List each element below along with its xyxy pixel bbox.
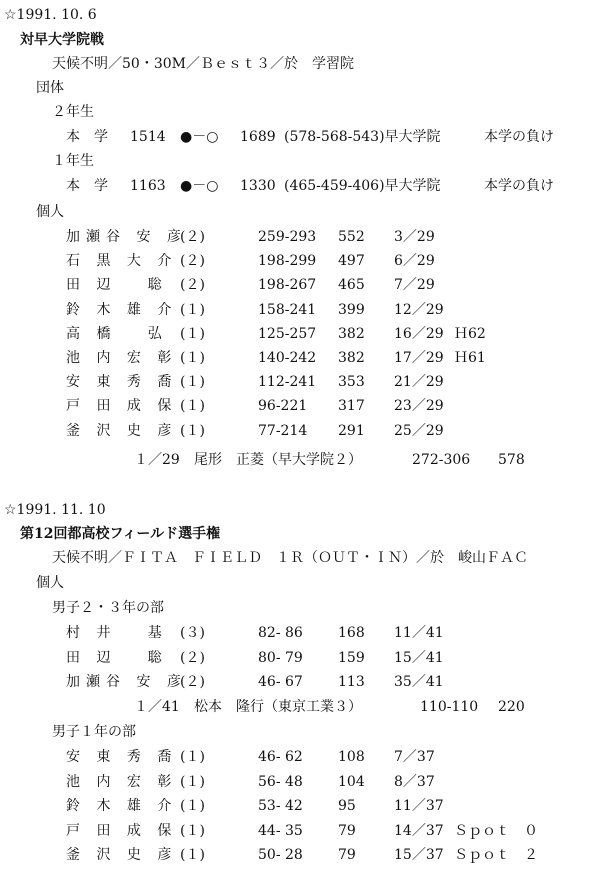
total-score: 95 xyxy=(338,798,356,814)
section-2-title: 第12回都高校フィールド選手権 xyxy=(20,526,221,542)
team-school: 本 学 xyxy=(66,129,108,145)
placing: 14／37 xyxy=(394,822,444,839)
table-row xyxy=(0,276,600,296)
winner-total: 578 xyxy=(498,452,525,468)
table-row xyxy=(0,673,600,693)
archer-name: 釜 沢 史 彦 xyxy=(66,847,178,863)
placing: 23／29 xyxy=(394,398,444,415)
total-score: 497 xyxy=(338,253,365,270)
total-score: 317 xyxy=(338,398,365,415)
placing: 15／41 xyxy=(394,649,444,666)
note: Ｓｐｏｔ ２ xyxy=(454,847,538,863)
placing: 15／37 xyxy=(394,847,444,863)
split-score: 50- 28 xyxy=(258,847,303,863)
section-1-date: ☆1991. 10. 6 xyxy=(4,7,97,23)
archer-name: 池 内 宏 彰 xyxy=(66,773,178,790)
winner-total: 220 xyxy=(498,699,525,715)
opponent-score: 1689 xyxy=(240,129,276,145)
placing: 12／29 xyxy=(394,301,444,318)
team-result: 本学の負け xyxy=(484,129,554,145)
placing: 25／29 xyxy=(394,422,444,439)
split-score: 53- 42 xyxy=(258,798,303,814)
archer-grade: (１) xyxy=(180,822,205,839)
archer-name: 田 辺 聡 xyxy=(66,649,168,666)
archer-grade: (１) xyxy=(180,422,205,439)
split-score: 198-299 xyxy=(258,253,317,270)
split-score: 125-257 xyxy=(258,325,317,342)
table-row xyxy=(0,228,600,248)
archer-name: 石 黒 大 介 xyxy=(66,253,178,270)
archer-name: 田 辺 聡 xyxy=(66,277,168,294)
table-row xyxy=(0,797,600,817)
table-row xyxy=(0,822,600,842)
split-score: 140-242 xyxy=(258,350,317,366)
placing: 21／29 xyxy=(394,374,444,391)
placing: 11／37 xyxy=(394,798,444,814)
archer-grade: (１) xyxy=(180,301,205,318)
win-loss-mark: ●－○ xyxy=(180,129,219,145)
total-score: 159 xyxy=(338,649,365,666)
opponent-score: 1330 xyxy=(240,178,276,194)
total-score: 353 xyxy=(338,374,365,391)
individual-label: 個人 xyxy=(36,204,64,220)
split-score: 82- 86 xyxy=(258,625,303,641)
archer-name: 戸 田 成 保 xyxy=(66,398,178,415)
group-label: 男子２・３年の部 xyxy=(52,600,164,616)
archer-grade: (１) xyxy=(180,773,205,790)
placing: 3／29 xyxy=(394,229,435,245)
team-result-row xyxy=(0,177,600,197)
team-school: 本 学 xyxy=(66,178,108,194)
total-score: 79 xyxy=(338,847,356,863)
table-row xyxy=(0,773,600,793)
placing: 7／29 xyxy=(394,277,435,294)
winner-rank: １／29 xyxy=(134,452,180,468)
table-row xyxy=(0,846,600,866)
team-label: 団体 xyxy=(36,80,64,96)
group-label: 男子１年の部 xyxy=(52,724,136,740)
table-row xyxy=(0,301,600,321)
opponent-detail: (465-459-406)早大学院 xyxy=(284,178,441,194)
archer-grade: (２) xyxy=(180,229,205,245)
split-score: 96-221 xyxy=(258,398,308,415)
section-1-conditions: 天候不明／50・30M／Ｂｅｓｔ３／於 学習院 xyxy=(52,56,354,72)
team-score: 1514 xyxy=(130,129,166,145)
split-score: 112-241 xyxy=(258,374,317,391)
table-row xyxy=(0,349,600,369)
table-row xyxy=(0,373,600,393)
archer-name: 村 井 基 xyxy=(66,625,168,641)
archer-name: 鈴 木 雄 介 xyxy=(66,798,178,814)
split-score: 56- 48 xyxy=(258,773,303,790)
total-score: 382 xyxy=(338,350,365,366)
archer-name: 戸 田 成 保 xyxy=(66,822,178,839)
team-result: 本学の負け xyxy=(484,178,554,194)
archer-grade: (１) xyxy=(180,749,205,765)
note: Ｓｐｏｔ ０ xyxy=(454,822,538,839)
split-score: 80- 79 xyxy=(258,649,303,666)
archer-name: 鈴 木 雄 介 xyxy=(66,301,178,318)
total-score: 168 xyxy=(338,625,365,641)
split-score: 44- 35 xyxy=(258,822,303,839)
team-grade: ２年生 xyxy=(52,104,94,120)
section-2-conditions: 天候不明／ＦＩＴＡ ＦＩＥＬＤ １Ｒ（ＯＵＴ・ＩＮ）／於 峻山ＦＡＣ xyxy=(52,550,528,566)
total-score: 382 xyxy=(338,325,365,342)
archer-name: 加瀬谷 安 彦 xyxy=(66,674,187,690)
table-row xyxy=(0,252,600,272)
placing: 16／29 xyxy=(394,325,444,342)
note: Ｈ62 xyxy=(454,325,486,342)
archer-grade: (１) xyxy=(180,325,205,342)
section-2-date: ☆1991. 11. 10 xyxy=(4,502,106,518)
archer-grade: (１) xyxy=(180,374,205,391)
winner-row xyxy=(0,451,600,471)
team-result-row xyxy=(0,128,600,148)
win-loss-mark: ●－○ xyxy=(180,178,219,194)
archer-name: 池 内 宏 彰 xyxy=(66,350,178,366)
archer-grade: (２) xyxy=(180,277,205,294)
archer-grade: (１) xyxy=(180,847,205,863)
total-score: 113 xyxy=(338,674,365,690)
table-row xyxy=(0,325,600,345)
winner-rank: １／41 xyxy=(134,699,180,715)
total-score: 104 xyxy=(338,773,365,790)
table-row xyxy=(0,397,600,417)
winner-row xyxy=(0,698,600,718)
archer-name: 加瀬谷 安 彦 xyxy=(66,229,187,245)
placing: 11／41 xyxy=(394,625,444,641)
total-score: 552 xyxy=(338,229,365,245)
individual-label: 個人 xyxy=(36,575,64,591)
split-score: 46- 67 xyxy=(258,674,303,690)
team-score: 1163 xyxy=(130,178,166,194)
placing: 7／37 xyxy=(394,749,435,765)
archer-name: 安 東 秀 喬 xyxy=(66,749,178,765)
split-score: 158-241 xyxy=(258,301,317,318)
opponent-detail: (578-568-543)早大学院 xyxy=(284,129,441,145)
winner-name: 松本 隆行（東京工業３） xyxy=(194,699,362,715)
split-score: 46- 62 xyxy=(258,749,303,765)
winner-split: 110-110 xyxy=(420,699,479,715)
table-row xyxy=(0,422,600,442)
placing: 8／37 xyxy=(394,773,435,790)
archer-name: 釜 沢 史 彦 xyxy=(66,422,178,439)
total-score: 399 xyxy=(338,301,365,318)
archer-name: 高 橋 弘 xyxy=(66,325,168,342)
table-row xyxy=(0,649,600,669)
archer-grade: (２) xyxy=(180,674,205,690)
archer-grade: (３) xyxy=(180,625,205,641)
winner-name: 尾形 正菱（早大学院２） xyxy=(194,452,362,468)
archer-name: 安 東 秀 喬 xyxy=(66,374,178,391)
team-grade: １年生 xyxy=(52,153,94,169)
total-score: 465 xyxy=(338,277,365,294)
total-score: 108 xyxy=(338,749,365,765)
archer-grade: (２) xyxy=(180,253,205,270)
total-score: 79 xyxy=(338,822,356,839)
split-score: 77-214 xyxy=(258,422,308,439)
winner-split: 272-306 xyxy=(412,452,471,468)
note: Ｈ61 xyxy=(454,350,486,366)
placing: 35／41 xyxy=(394,674,444,690)
split-score: 259-293 xyxy=(258,229,317,245)
section-1-title: 対早大学院戦 xyxy=(20,32,104,48)
placing: 17／29 xyxy=(394,350,444,366)
split-score: 198-267 xyxy=(258,277,317,294)
placing: 6／29 xyxy=(394,253,435,270)
total-score: 291 xyxy=(338,422,365,439)
archer-grade: (１) xyxy=(180,350,205,366)
archer-grade: (２) xyxy=(180,649,205,666)
archer-grade: (１) xyxy=(180,398,205,415)
table-row xyxy=(0,624,600,644)
table-row xyxy=(0,748,600,768)
archer-grade: (１) xyxy=(180,798,205,814)
